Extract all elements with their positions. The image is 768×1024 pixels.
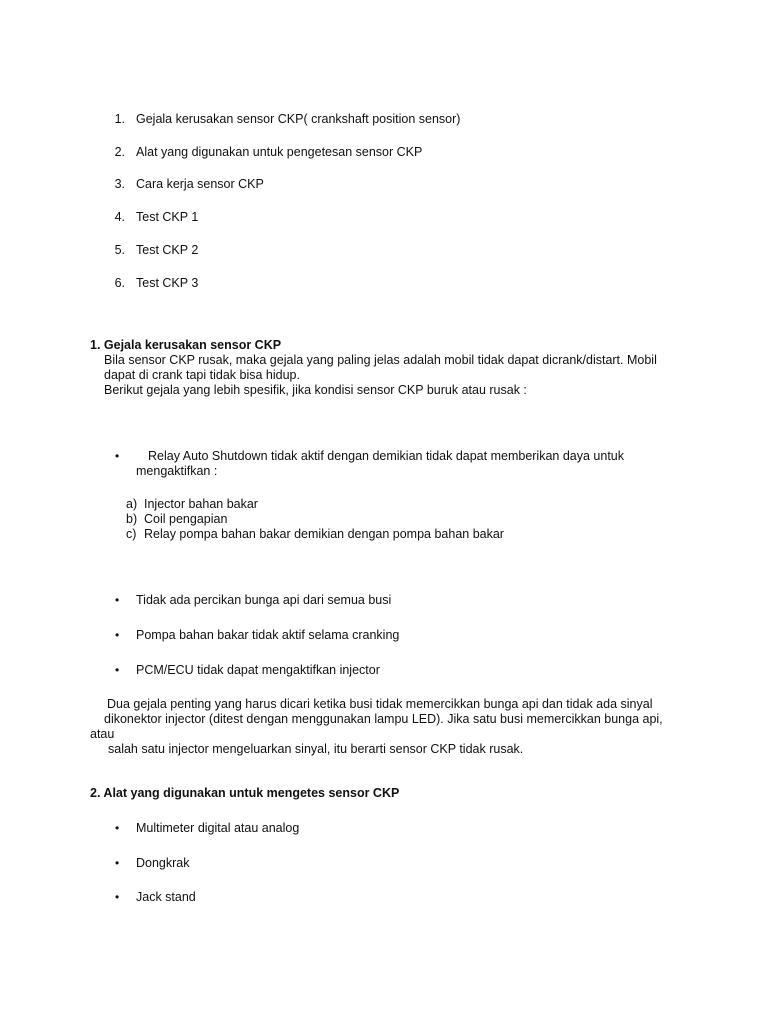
section1-intro-line: dapat di crank tapi tidak bisa hidup. xyxy=(104,368,300,382)
bullet-icon: • xyxy=(115,593,120,607)
bullet-icon: • xyxy=(115,856,120,870)
toc-item: Test CKP 1 xyxy=(136,210,199,224)
sub-list-item: Injector bahan bakar xyxy=(144,497,258,511)
section1-intro-line: Bila sensor CKP rusak, maka gejala yang paling jelas adalah mobil tidak dapat dicrank/distart. Mobil xyxy=(104,353,657,367)
bullet-icon: • xyxy=(115,821,120,835)
bullet-icon: • xyxy=(115,449,120,463)
toc-number: 6. xyxy=(114,276,125,290)
bullet-icon: • xyxy=(115,628,120,642)
closing-line: atau xyxy=(90,727,115,741)
toc-item: Test CKP 3 xyxy=(136,276,199,290)
closing-line: dikonektor injector (ditest dengan menggunakan lampu LED). Jika satu busi memercikkan bunga api, xyxy=(104,712,663,726)
toc-number: 5. xyxy=(114,243,125,257)
toc-number: 2. xyxy=(114,145,125,159)
bullet-icon: • xyxy=(115,890,120,904)
toc-number: 4. xyxy=(114,210,125,224)
list-item: Dongkrak xyxy=(136,856,190,870)
list-item: Multimeter digital atau analog xyxy=(136,821,300,835)
bullet-icon: • xyxy=(115,663,120,677)
toc-item: Test CKP 2 xyxy=(136,243,199,257)
sub-list-label: b) xyxy=(126,512,138,526)
bullet-main-line: Relay Auto Shutdown tidak aktif dengan demikian tidak dapat memberikan daya untuk xyxy=(148,449,624,463)
sub-list-item: Coil pengapian xyxy=(144,512,228,526)
bullet-main-line: mengaktifkan : xyxy=(136,464,218,478)
toc-item: Gejala kerusakan sensor CKP( crankshaft position sensor) xyxy=(136,112,461,126)
section-heading-1: 1. Gejala kerusakan sensor CKP xyxy=(90,338,282,352)
list-item: Jack stand xyxy=(136,890,196,904)
section-heading-2: 2. Alat yang digunakan untuk mengetes sensor CKP xyxy=(90,786,400,800)
closing-line: Dua gejala penting yang harus dicari ketika busi tidak memercikkan bunga api dan tidak ada sinyal xyxy=(107,697,653,711)
list-item: PCM/ECU tidak dapat mengaktifkan injector xyxy=(136,663,380,677)
section1-intro-line: Berikut gejala yang lebih spesifik, jika kondisi sensor CKP buruk atau rusak : xyxy=(104,383,527,397)
toc-number: 1. xyxy=(114,112,125,126)
sub-list-item: Relay pompa bahan bakar demikian dengan pompa bahan bakar xyxy=(144,527,504,541)
list-item: Tidak ada percikan bunga api dari semua busi xyxy=(136,593,392,607)
toc-item: Cara kerja sensor CKP xyxy=(136,177,264,191)
sub-list-label: c) xyxy=(126,527,137,541)
toc-number: 3. xyxy=(114,177,125,191)
list-item: Pompa bahan bakar tidak aktif selama cranking xyxy=(136,628,400,642)
sub-list-label: a) xyxy=(126,497,138,511)
closing-line: salah satu injector mengeluarkan sinyal, itu berarti sensor CKP tidak rusak. xyxy=(108,742,524,756)
toc-item: Alat yang digunakan untuk pengetesan sensor CKP xyxy=(136,145,423,159)
